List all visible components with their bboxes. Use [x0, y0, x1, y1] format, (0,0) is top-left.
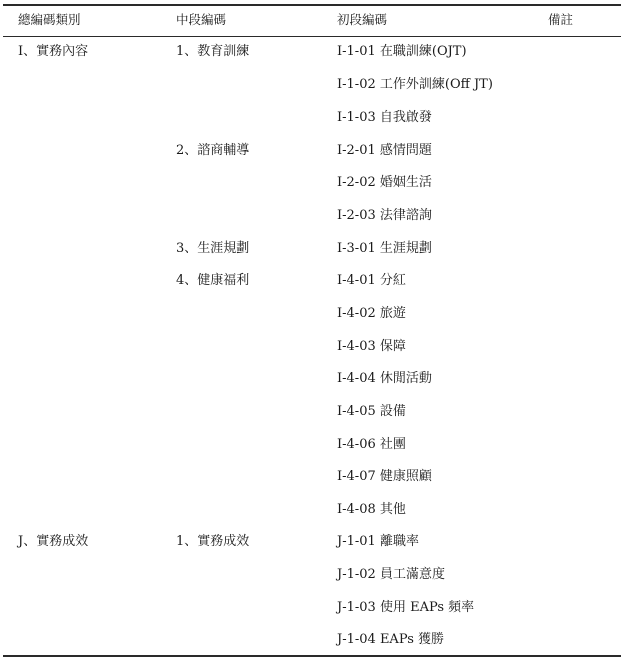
header-main-category: 總編碼類別 — [18, 12, 81, 27]
table-top-rule — [3, 4, 621, 6]
table-row: I-4-04 休閒活動 — [337, 371, 432, 386]
mid-code-j-1: 1、實務成效 — [176, 534, 250, 549]
main-category-j: J、實務成效 — [18, 534, 89, 549]
header-initial-code: 初段編碼 — [337, 12, 388, 27]
table-row: I-1-03 自我啟發 — [337, 110, 432, 125]
table-row: I-1-01 在職訓練(OJT) — [337, 44, 467, 59]
table-row: J-1-01 離職率 — [337, 534, 419, 549]
mid-code-i-1: 1、教育訓練 — [176, 44, 250, 59]
table-row: I-4-06 社團 — [337, 437, 406, 452]
mid-code-i-4: 4、健康福利 — [176, 273, 250, 288]
table-row: I-4-01 分紅 — [337, 273, 406, 288]
table-row: J-1-03 使用 EAPs 頻率 — [337, 600, 475, 615]
table-row: I-4-08 其他 — [337, 502, 406, 517]
table-row: I-2-02 婚姻生活 — [337, 175, 432, 190]
table-row: I-1-02 工作外訓練(Off JT) — [337, 77, 493, 92]
table-row: J-1-04 EAPs 獲勝 — [337, 632, 445, 647]
header-rule — [3, 36, 621, 37]
table-row: J-1-02 員工滿意度 — [337, 567, 445, 582]
mid-code-i-2: 2、諮商輔導 — [176, 143, 250, 158]
table-row: I-3-01 生涯規劃 — [337, 241, 432, 256]
table-row: I-2-01 感情問題 — [337, 143, 432, 158]
header-remarks: 備註 — [548, 12, 574, 27]
table-row: I-4-03 保障 — [337, 339, 406, 354]
mid-code-i-3: 3、生涯規劃 — [176, 241, 250, 256]
main-category-i: I、實務內容 — [18, 44, 89, 59]
header-mid-code: 中段編碼 — [176, 12, 227, 27]
table-row: I-4-07 健康照顧 — [337, 469, 432, 484]
table-row: I-2-03 法律諮詢 — [337, 208, 432, 223]
table-row: I-4-02 旅遊 — [337, 306, 406, 321]
table-row: I-4-05 設備 — [337, 404, 406, 419]
